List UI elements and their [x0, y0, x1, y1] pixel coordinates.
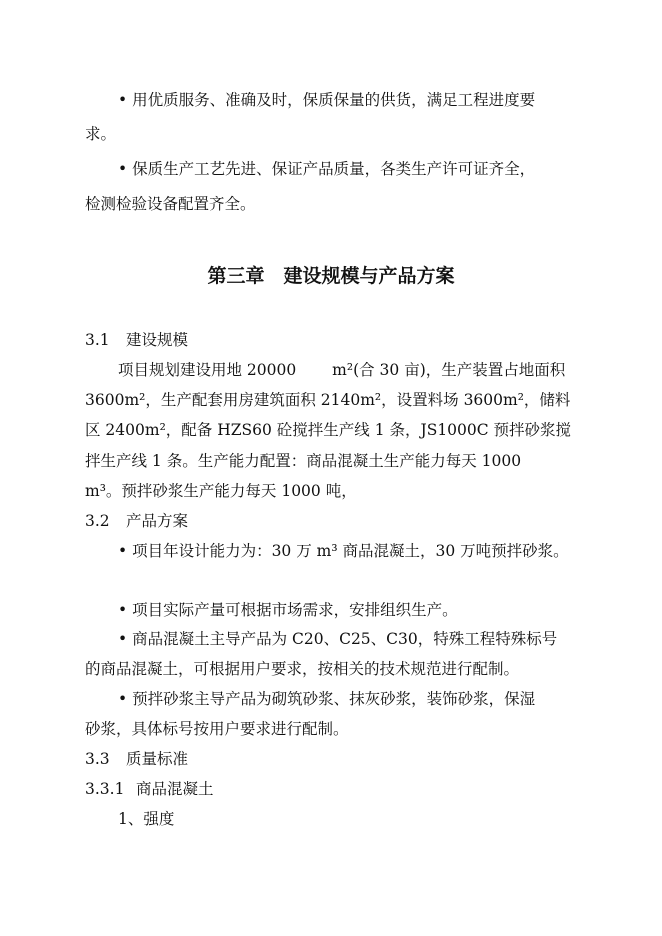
paragraph-line: • 保质生产工艺先进、保证产品质量，各类生产许可证齐全，: [118, 160, 536, 178]
section-title: 产品方案: [125, 512, 188, 530]
section-heading-3-3-1: [85, 779, 602, 799]
bullet-item: • 预拌砂浆主导产品为砌筑砂浆、抹灰砂浆，装饰砂浆，保湿: [118, 690, 536, 708]
section-number: 3.3: [85, 750, 110, 768]
paragraph-line: m³。预拌砂浆生产能力每天 1000 吨，: [85, 482, 357, 500]
section-number: 3.2: [85, 512, 110, 530]
paragraph-line: 的商品混凝土，可根据用户要求，按相关的技术规范进行配制。: [85, 660, 520, 678]
paragraph-line: • 用优质服务、准确及时，保质保量的供货，满足工程进度要: [118, 91, 536, 109]
bullet-item: • 商品混凝土主导产品为 C20、C25、C30，特殊工程特殊标号: [118, 630, 558, 648]
section-heading-3-3: [85, 749, 602, 769]
paragraph-line: 检测检验设备配置齐全。: [85, 195, 256, 213]
section-title: 商品混凝土: [135, 780, 214, 798]
section-title: 质量标准: [125, 750, 188, 768]
section-number: 3.1: [85, 331, 110, 349]
section-title: 建设规模: [125, 331, 188, 349]
paragraph-line: 砂浆，具体标号按用户要求进行配制。: [85, 720, 349, 738]
section-number: 3.3.1: [85, 780, 125, 798]
section-heading-3-1: [85, 330, 602, 350]
bullet-item: • 项目实际产量可根据市场需求，安排组织生产。: [118, 601, 458, 619]
section-heading-3-2: [85, 511, 602, 531]
chapter-title: 第三章 建设规模与产品方案: [207, 265, 455, 287]
paragraph-line: 拌生产线 1 条。生产能力配置：商品混凝土生产能力每天 1000: [85, 452, 522, 470]
paragraph-line: 项目规划建设用地 20000 m²(合 30 亩)，生产装置占地面积: [118, 361, 566, 379]
paragraph-line: 区 2400m²，配备 HZS60 砼搅拌生产线 1 条，JS1000C 预拌砂浆搅: [85, 421, 572, 439]
list-item: 1、强度: [118, 810, 175, 828]
paragraph-line: 3600m²，生产配套用房建筑面积 2140m²，设置料场 3600m²，储料: [85, 391, 571, 409]
paragraph-line: 求。: [85, 125, 117, 143]
bullet-item: • 项目年设计能力为：30 万 m³ 商品混凝土，30 万吨预拌砂浆。: [118, 542, 569, 560]
